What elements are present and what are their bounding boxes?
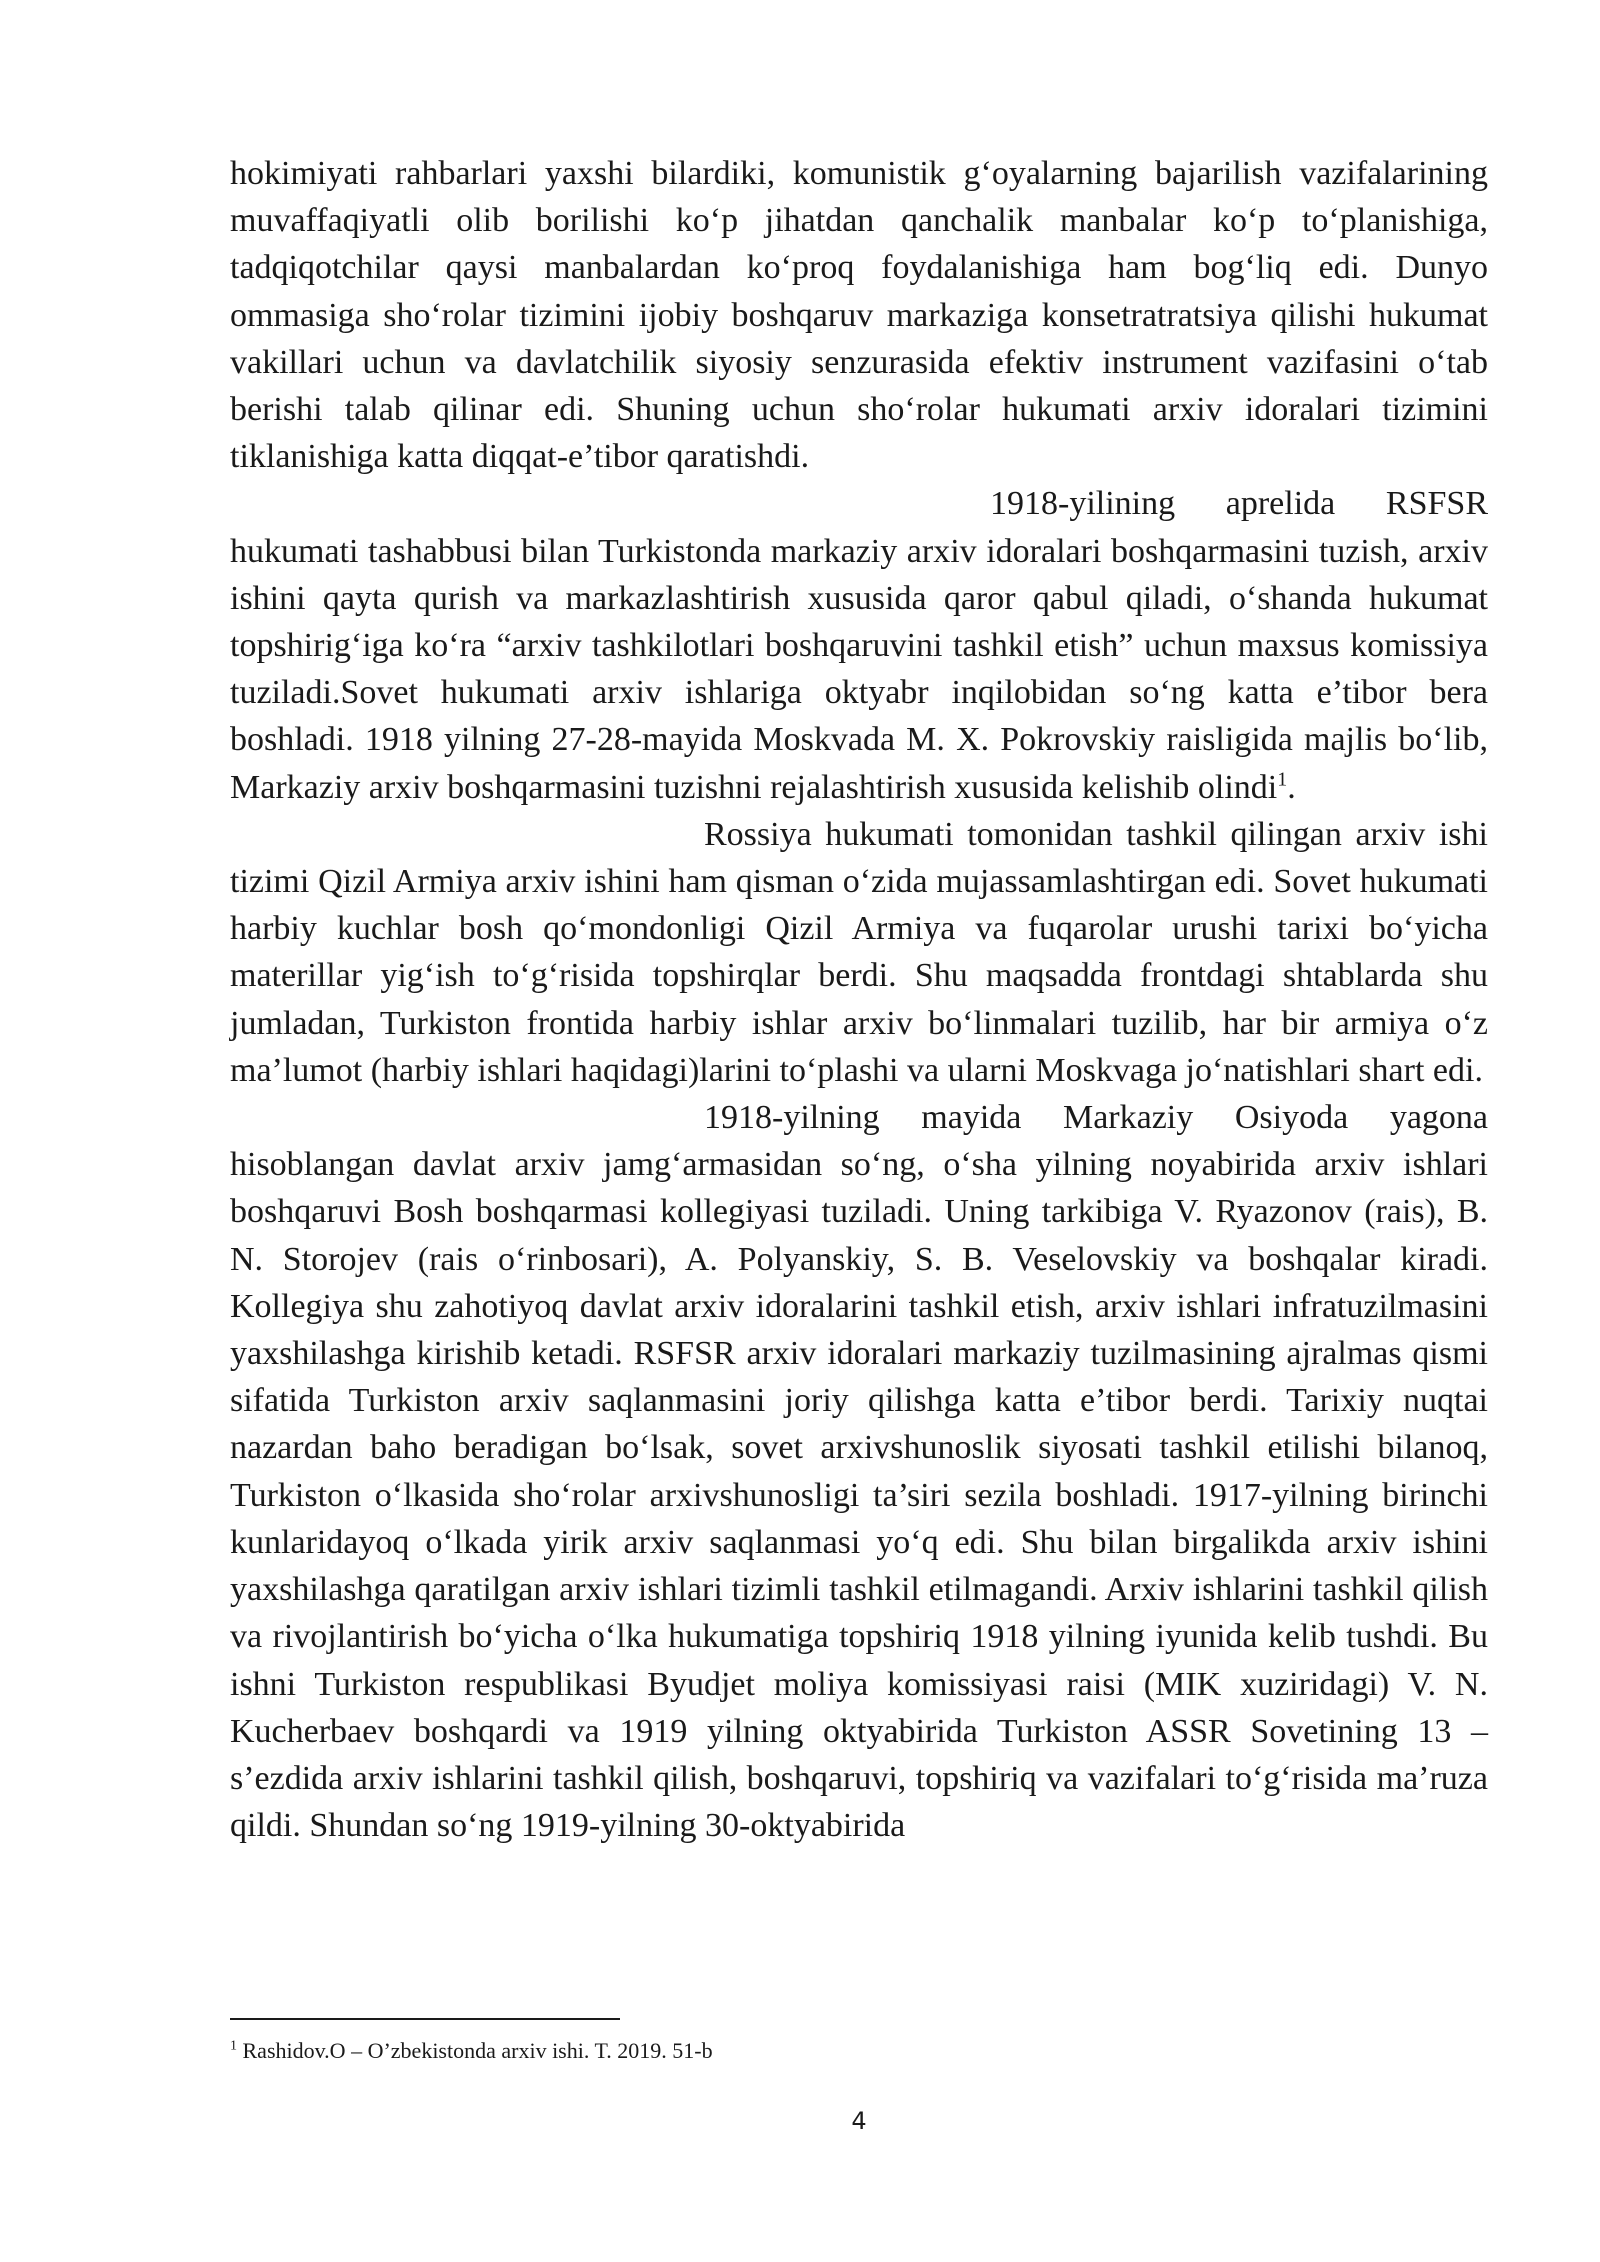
paragraph-4-text: 1918-yilning mayida Markaziy Osiyoda yagona hisoblangan davlat arxiv jamg‘armasidan so‘ng, o‘sha yilning noyabirida arxiv ishlari boshqaruvi Bosh boshqarmasi kollegiyasi tuziladi. Uning tarkibiga V. Ryazonov (rais), B. N. Storojev (rais o‘rinbosari), A. Polyanskiy, S. B. Veselovskiy va boshqalar kiradi. Kollegiya shu zahotiyoq davlat arxiv idoralarini tashkil etish, arxiv ishlari infratuzilmasini yaxshilashga kirishib ketadi. RSFSR arxiv idoralari markaziy tuzilmasining ajralmas qismi sifatida Turkiston arxiv saqlanmasini joriy qilishga katta e’tibor berdi. Tarixiy nuqtai nazardan baho beradigan bo‘lsak, sovet arxivshunoslik siyosati tashkil etilishi bilanoq, Turkiston o‘lkasida sho‘rolar arxivshunosligi ta’siri sezila boshladi. 1917-yilning birinchi kunlaridayoq o‘lkada yirik arxiv saqlanmasi yo‘q edi. Shu bilan birgalikda arxiv ishini yaxshilashga qaratilgan arxiv ishlari tizimli tashkil etilmagandi. Arxiv ishlarini tashkil qilish va rivojlantirish bo‘yicha o‘lka hukumatiga topshiriq 1918 yilning iyunida kelib tushdi. Bu ishni Turkiston respublikasi Byudjet moliya komissiyasi raisi (MIK xuziridagi) V. N. Kucherbaev boshqardi va 1919 yilning oktyabirida Turkiston ASSR Sovetining 13 – s’ezdida arxiv ishlarini tashkil qilish, boshqaruvi, topshiriq va vazifalari to‘g‘risida ma’ruza qildi. Shundan so‘ng 1919-yilning 30-oktyabirida: [230, 1099, 1488, 1845]
paragraph-3: [230, 811, 1488, 1094]
paragraph-2-tail: .: [1287, 768, 1296, 806]
footnote-marker: 1: [230, 2038, 237, 2054]
paragraph-2: [230, 480, 1488, 810]
page-number: 4: [851, 2107, 867, 2135]
footnote-separator: [230, 2018, 620, 2020]
footnote: [230, 2036, 1488, 2066]
paragraph-1: [230, 150, 1488, 480]
paragraph-1-text: hokimiyati rahbarlari yaxshi bilardiki, komunistik g‘oyalarning bajarilish vazifalarining muvaffaqiyatli olib borilishi ko‘p jihatdan qanchalik manbalar ko‘p to‘planishiga, tadqiqotchilar qaysi manbalardan ko‘proq foydalanishiga ham bog‘liq edi. Dunyo ommasiga sho‘rolar tizimini ijobiy boshqaruv markaziga konsetratratsiya qilishi hukumat vakillari uchun va davlatchilik siyosiy senzurasida efektiv instrument vazifasini o‘tab berishi talab qilinar edi. Shuning uchun sho‘rolar hukumati arxiv idoralari tizimini tiklanishiga katta diqqat-e’tibor qaratishdi.: [230, 155, 1488, 476]
paragraph-3-text: Rossiya hukumati tomonidan tashkil qilingan arxiv ishi tizimi Qizil Armiya arxiv ishini ham qisman o‘zida mujassamlashtirgan edi. Sovet hukumati harbiy kuchlar bosh qo‘mondonligi Qizil Armiya va fuqarolar urushi tarixi bo‘yicha materillar yig‘ish to‘g‘risida topshirqlar berdi. Shu maqsadda frontdagi shtablarda shu jumladan, Turkiston frontida harbiy ishlar arxiv bo‘linmalari tuzilib, har bir armiya o‘z ma’lumot (harbiy ishlari haqidagi)larini to‘plashi va ularni Moskvaga jo‘natishlari shart edi.: [230, 815, 1488, 1089]
body-text: [230, 150, 1488, 1849]
footnote-reference[interactable]: 1: [1277, 768, 1288, 791]
paragraph-2-text: 1918-yilining aprelida RSFSR hukumati tashabbusi bilan Turkistonda markaziy arxiv idoralari boshqarmasini tuzish, arxiv ishini qayta qurish va markazlashtirish xususida qaror qabul qiladi, o‘shanda hukumat topshirig‘iga ko‘ra “arxiv tashkilotlari boshqaruvini tashkil etish” uchun maxsus komissiya tuziladi.Sovet hukumati arxiv ishlariga oktyabr inqilobidan so‘ng katta e’tibor bera boshladi. 1918 yilning 27-28-mayida Moskvada M. X. Pokrovskiy raisligida majlis bo‘lib, Markaziy arxiv boshqarmasini tuzishni rejalashtirish xususida kelishib olindi: [230, 485, 1488, 806]
paragraph-4: [230, 1094, 1488, 1849]
footnote-text: Rashidov.O – O’zbekistonda arxiv ishi. T. 2019. 51-b: [237, 2038, 713, 2063]
